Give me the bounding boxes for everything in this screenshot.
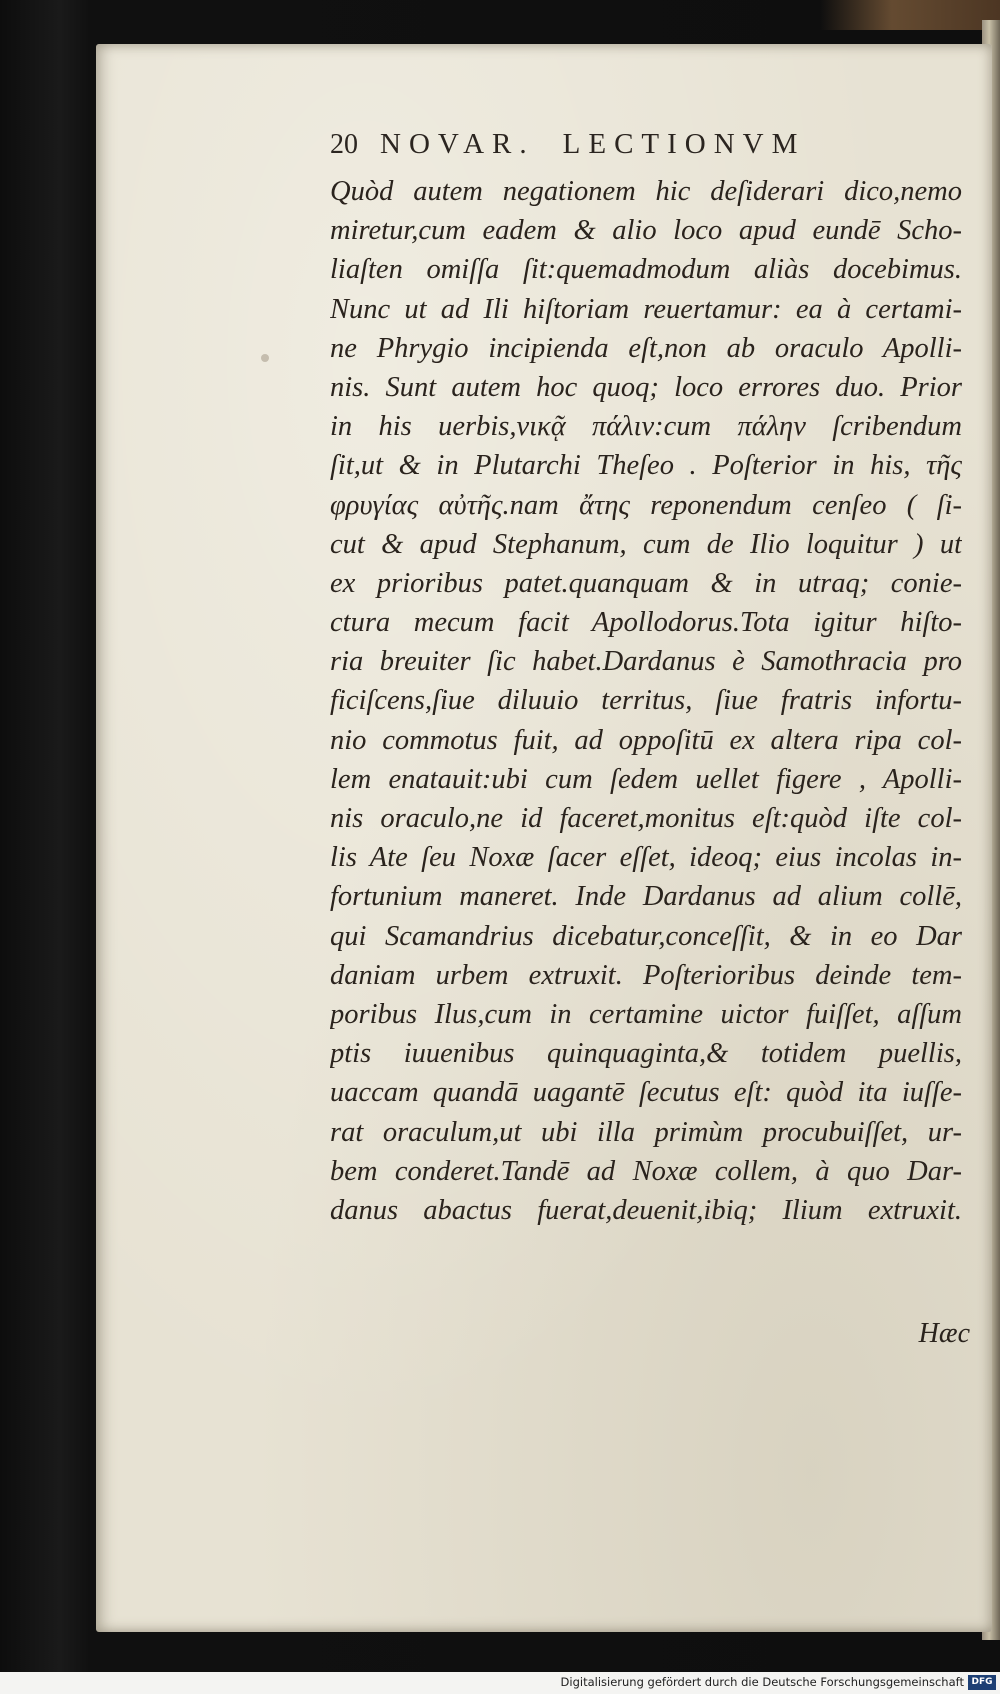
- running-head-left: NOVAR.: [380, 128, 535, 160]
- running-head-right: LECTIONVM: [562, 128, 806, 160]
- text-line: fortunium maneret. Inde Dardanus ad alium collē,: [330, 881, 962, 913]
- page-header: [330, 128, 930, 168]
- text-line: lem enatauit:ubi cum ſedem uellet figere , Apolli-: [330, 763, 962, 795]
- text-line: ne Phrygio incipienda eſt,non ab oraculo Apolli-: [330, 332, 962, 364]
- text-line: ſit,ut & in Plutarchi Theſeo . Poſterior in his, τῆς: [330, 450, 962, 482]
- text-line: ria breuiter ſic habet.Dardanus è Samothracia pro: [330, 646, 962, 678]
- text-line: nis. Sunt autem hoc quoq; loco errores duo. Prior: [330, 371, 962, 403]
- page-number: 20: [330, 129, 358, 160]
- text-line: uaccam quandā uagantē ſecutus eſt: quòd ita iuſſe-: [330, 1077, 962, 1109]
- text-line: poribus Ilus,cum in certamine uictor fuiſſet, aſſum: [330, 998, 962, 1030]
- text-line: danus abactus fuerat,deuenit,ibiq; Ilium extruxit.: [330, 1194, 962, 1226]
- text-line: ex prioribus patet.quanquam & in utraq; conie-: [330, 567, 962, 599]
- text-line: Nunc ut ad Ili hiſtoriam reuertamur: ea à certami-: [330, 293, 962, 325]
- text-line: φρυγίας αὐτῆς.nam ἄτης reponendum cenſeo ( ſi-: [330, 489, 962, 521]
- text-line: ficiſcens,ſiue diluuio territus, ſiue fratris infortu-: [330, 685, 962, 717]
- text-line: daniam urbem extruxit. Poſterioribus deinde tem-: [330, 959, 962, 991]
- text-line: nio commotus fuit, ad oppoſitū ex altera ripa col-: [330, 724, 962, 756]
- dfg-logo: DFG: [968, 1675, 996, 1690]
- funding-credit: Digitalisierung gefördert durch die Deutsche Forschungsgemeinschaft: [560, 1675, 964, 1689]
- catchword: Hæc: [918, 1318, 970, 1349]
- text-line: nis oraculo,ne id faceret,monitus eſt:quòd iſte col-: [330, 803, 962, 834]
- text-line: lis Ate ſeu Noxæ ſacer eſſet, ideoq; eius incolas in-: [330, 842, 962, 874]
- text-line: liaſten omiſſa ſit:quemadmodum aliàs docebimus.: [330, 254, 962, 286]
- text-line: qui Scamandrius dicebatur,conceſſit, & in eo Dar: [330, 920, 962, 952]
- text-line: miretur,cum eadem & alio loco apud eundē Scho-: [330, 215, 962, 247]
- text-line: ptis iuuenibus quinquaginta,& totidem puellis,: [330, 1038, 962, 1070]
- book-edge-top: [820, 0, 1000, 30]
- text-line: in his uerbis,νικᾷ πάλιν:cum πάλην ſcribendum: [330, 411, 962, 443]
- footer-bar: [0, 1672, 1000, 1694]
- text-line: bem conderet.Tandē ad Noxæ collem, à quo Dar-: [330, 1155, 962, 1187]
- paper-stain: [261, 354, 269, 362]
- text-line: Quòd autem negationem hic deſiderari dico,nemo: [330, 176, 962, 207]
- body-text: [330, 172, 962, 1230]
- text-line: ctura mecum facit Apollodorus.Tota igitur hiſto-: [330, 607, 962, 639]
- text-line: rat oraculum,ut ubi illa primùm procubuiſſet, ur-: [330, 1116, 962, 1148]
- text-line: cut & apud Stephanum, cum de Ilio loquitur ) ut: [330, 528, 962, 560]
